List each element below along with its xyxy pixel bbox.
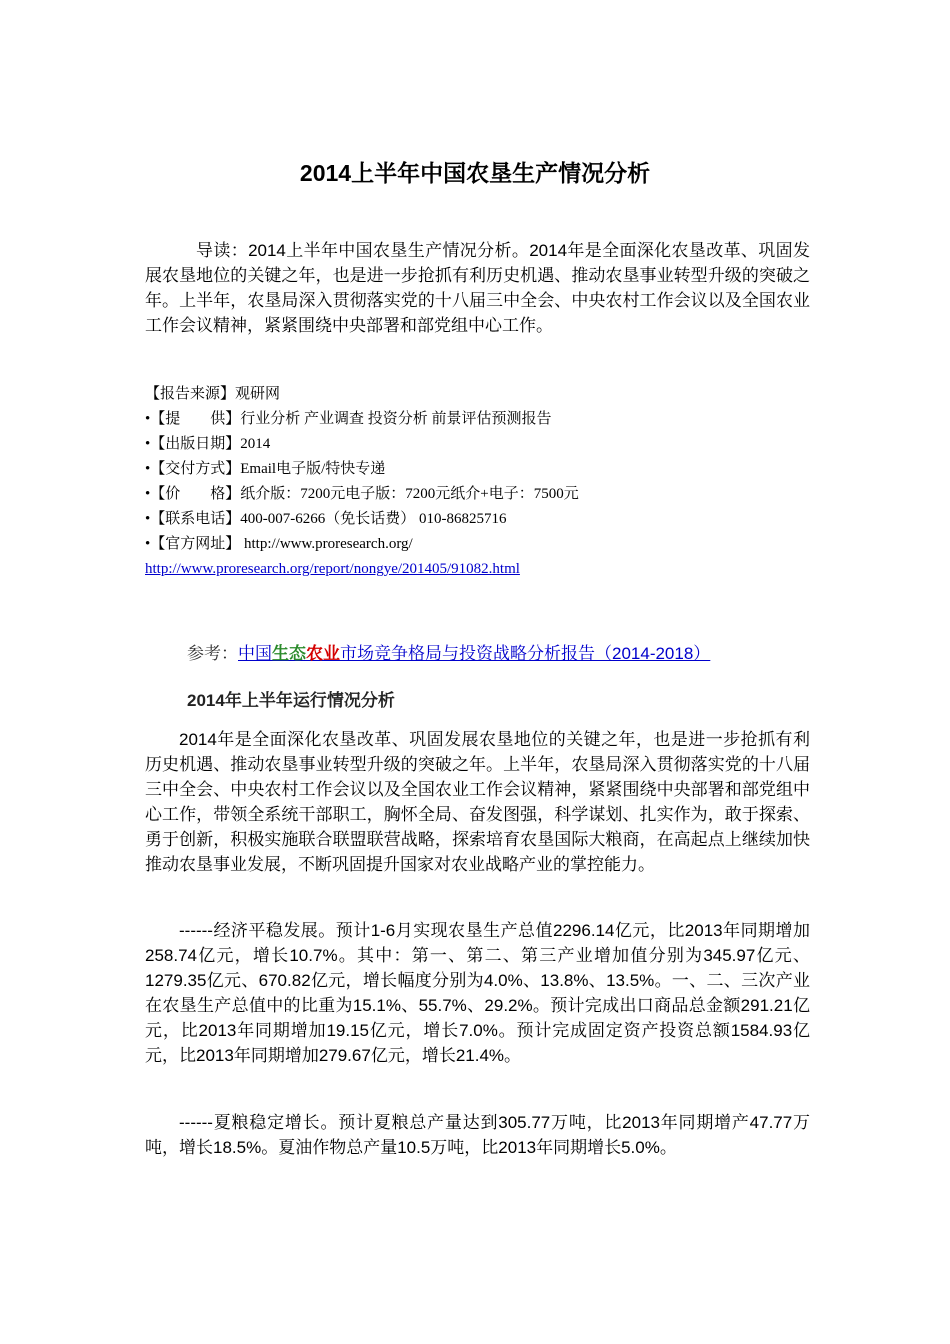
reference-part4: 市场竞争格局与投资战略分析报告（2014-2018） bbox=[340, 644, 711, 663]
intro-paragraph: 导读：2014上半年中国农垦生产情况分析。2014年是全面深化农垦改革、巩固发展农垦地位的关键之年，也是进一步抢抓有利历史机遇、推动农垦事业转型升级的突破之年。上半年，农垦局深入贯彻落实党的十八届三中全会、中央农村工作会议以及全国农业工作会议精神，紧紧围绕中央部署和部党组中心工作。 bbox=[145, 241, 810, 335]
body-paragraph: 2014年是全面深化农垦改革、巩固发展农垦地位的关键之年，也是进一步抢抓有利历史机遇、推动农垦事业转型升级的突破之年。上半年，农垦局深入贯彻落实党的十八届三中全会、中央农村工作会议以及全国农业工作会议精神，紧紧围绕中央部署和部党组中心工作，带领全系统干部职工，胸怀全局、奋发图强，科学谋划、扎实作为，敢于探索、勇于创新，积极实施联合联盟联营战略，探索培育农垦国际大粮商，在高起点上继续加快推动农垦事业发展，不断巩固提升国家对农业战略产业的掌控能力。 bbox=[145, 730, 810, 874]
meta-date: •【出版日期】2014 bbox=[145, 436, 271, 452]
report-url-link[interactable]: http://www.proresearch.org/report/nongye/201405/91082.html bbox=[145, 561, 520, 577]
paragraph-3 bbox=[145, 1110, 810, 1160]
meta-phone: •【联系电话】400-007-6266（免长话费） 010-86825716 bbox=[145, 511, 507, 527]
meta-price: •【价 格】纸介版：7200元电子版：7200元纸介+电子：7500元 bbox=[145, 486, 579, 502]
meta-provide: •【提 供】行业分析 产业调查 投资分析 前景评估预测报告 bbox=[145, 411, 552, 427]
paragraph-1 bbox=[145, 727, 810, 877]
reference-line bbox=[187, 641, 710, 666]
meta-delivery: •【交付方式】Email电子版/特快专递 bbox=[145, 461, 386, 477]
document-title: 2014上半年中国农垦生产情况分析 bbox=[299, 160, 651, 186]
meta-website: •【官方网址】 http://www.proresearch.org/ bbox=[145, 536, 413, 552]
reference-part1: 中国 bbox=[238, 644, 272, 663]
body-paragraph: ------夏粮稳定增长。预计夏粮总产量达到305.77万吨，比2013年同期增产47.77万吨，增长18.5%。夏油作物总产量10.5万吨，比2013年同期增长5.0%。 bbox=[145, 1113, 810, 1157]
reference-prefix: 参考： bbox=[187, 644, 238, 663]
paragraph-2 bbox=[145, 918, 810, 1068]
reference-link[interactable] bbox=[238, 644, 710, 663]
reference-keyword-green: 生态 bbox=[272, 644, 306, 663]
reference-keyword-red: 农业 bbox=[306, 644, 340, 663]
section-title: 2014年上半年运行情况分析 bbox=[187, 691, 395, 710]
intro-section bbox=[145, 238, 810, 338]
report-meta bbox=[145, 382, 810, 582]
body-paragraph: ------经济平稳发展。预计1-6月实现农垦生产总值2296.14亿元，比2013年同期增加258.74亿元，增长10.7%。其中：第一、第二、第三产业增加值分别为345.97亿元、1279.35亿元、670.82亿元，增长幅度分别为4.0%、13.8%、13.5%。一、二、三次产业在农垦生产总值中的比重为15.1%、55.7%、29.2%。预计完成出口商品总金额291.21亿元，比2013年同期增加19.15亿元，增长7.0%。预计完成固定资产投资总额1584.93亿元，比2013年同期增加279.67亿元，增长21.4%。 bbox=[145, 921, 810, 1065]
meta-source: 【报告来源】观研网 bbox=[145, 386, 281, 402]
